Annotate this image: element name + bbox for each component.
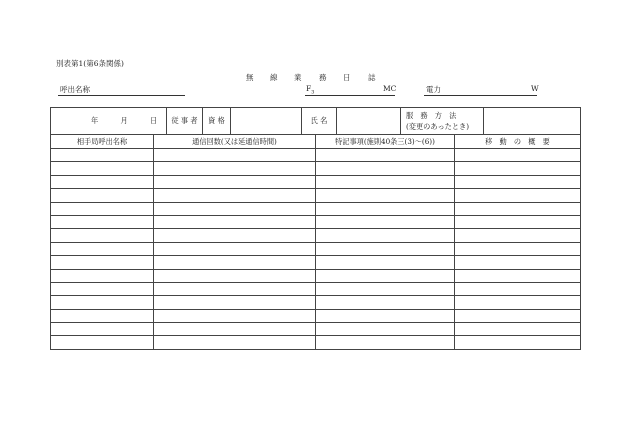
- column-header: 通信回数(又は延通信時間): [154, 135, 316, 149]
- name-value[interactable]: [337, 108, 401, 135]
- callsign-cell[interactable]: [51, 175, 154, 188]
- frequency-subscript: 3: [311, 89, 315, 96]
- log-row: [51, 256, 581, 269]
- log-row: [51, 215, 581, 228]
- movement-cell[interactable]: [455, 189, 581, 202]
- count-cell[interactable]: [154, 202, 316, 215]
- movement-cell[interactable]: [455, 323, 581, 336]
- log-row: [51, 309, 581, 322]
- callsign-cell[interactable]: [51, 215, 154, 228]
- callsign-cell[interactable]: [51, 282, 154, 295]
- movement-cell[interactable]: [455, 149, 581, 162]
- count-cell[interactable]: [154, 189, 316, 202]
- log-row: [51, 175, 581, 188]
- notes-cell[interactable]: [316, 242, 455, 255]
- movement-cell[interactable]: [455, 336, 581, 349]
- log-row: [51, 162, 581, 175]
- notes-cell[interactable]: [316, 296, 455, 309]
- column-header: 相手局呼出名称: [51, 135, 154, 149]
- log-row: [51, 242, 581, 255]
- date-header: [51, 108, 167, 135]
- movement-cell[interactable]: [455, 256, 581, 269]
- title-char: 務: [319, 73, 327, 82]
- notes-cell[interactable]: [316, 256, 455, 269]
- notes-cell[interactable]: [316, 282, 455, 295]
- callsign-cell[interactable]: [51, 149, 154, 162]
- callsign-cell[interactable]: [51, 202, 154, 215]
- count-cell[interactable]: [154, 296, 316, 309]
- callsign-cell[interactable]: [51, 336, 154, 349]
- qualification-value[interactable]: [231, 108, 302, 135]
- notes-cell[interactable]: [316, 336, 455, 349]
- callsign-cell[interactable]: [51, 269, 154, 282]
- movement-cell[interactable]: [455, 309, 581, 322]
- frequency-label: [306, 84, 314, 96]
- log-table: [50, 134, 581, 350]
- log-row: [51, 229, 581, 242]
- header-table: [50, 107, 581, 135]
- log-row: [51, 149, 581, 162]
- callsign-cell[interactable]: [51, 256, 154, 269]
- movement-cell[interactable]: [455, 229, 581, 242]
- notes-cell[interactable]: [316, 229, 455, 242]
- column-header: 移 動 の 概 要: [455, 135, 581, 149]
- count-cell[interactable]: [154, 229, 316, 242]
- count-cell[interactable]: [154, 215, 316, 228]
- notes-cell[interactable]: [316, 269, 455, 282]
- log-row: [51, 202, 581, 215]
- notes-cell[interactable]: [316, 175, 455, 188]
- movement-cell[interactable]: [455, 162, 581, 175]
- station-underline: [58, 95, 185, 96]
- count-cell[interactable]: [154, 323, 316, 336]
- frequency-unit: MC: [383, 84, 397, 93]
- callsign-cell[interactable]: [51, 189, 154, 202]
- movement-cell[interactable]: [455, 175, 581, 188]
- callsign-cell[interactable]: [51, 309, 154, 322]
- notes-cell[interactable]: [316, 323, 455, 336]
- month-label: 月: [120, 116, 128, 125]
- count-cell[interactable]: [154, 162, 316, 175]
- log-row: [51, 269, 581, 282]
- movement-cell[interactable]: [455, 282, 581, 295]
- year-label: 年: [91, 116, 99, 125]
- callsign-cell[interactable]: [51, 162, 154, 175]
- qualification-header: 資 格: [203, 108, 231, 135]
- method-label: 服 務 方 法: [406, 111, 457, 120]
- callsign-cell[interactable]: [51, 323, 154, 336]
- method-value[interactable]: [484, 108, 581, 135]
- title-char: 誌: [368, 73, 376, 82]
- movement-cell[interactable]: [455, 202, 581, 215]
- count-cell[interactable]: [154, 242, 316, 255]
- notes-cell[interactable]: [316, 189, 455, 202]
- movement-cell[interactable]: [455, 215, 581, 228]
- operator-header: 従 事 者: [167, 108, 203, 135]
- frequency-symbol: F: [306, 84, 312, 93]
- log-body: [51, 149, 581, 350]
- count-cell[interactable]: [154, 309, 316, 322]
- count-cell[interactable]: [154, 149, 316, 162]
- power-label: 電力: [426, 85, 441, 94]
- notes-cell[interactable]: [316, 309, 455, 322]
- count-cell[interactable]: [154, 175, 316, 188]
- notes-cell[interactable]: [316, 162, 455, 175]
- count-cell[interactable]: [154, 336, 316, 349]
- power-unit: W: [531, 84, 539, 93]
- title-char: 業: [294, 73, 302, 82]
- log-row: [51, 296, 581, 309]
- title-char: 無: [246, 73, 254, 82]
- log-row: [51, 189, 581, 202]
- column-header: 特記事項(施則40条三(3)～(6)): [316, 135, 455, 149]
- title-char: 日: [343, 73, 351, 82]
- form-reference: 別表第1(第6条関係): [56, 59, 124, 68]
- count-cell[interactable]: [154, 282, 316, 295]
- movement-cell[interactable]: [455, 269, 581, 282]
- column-header-row: [51, 135, 581, 149]
- power-underline: [424, 95, 537, 96]
- log-row: [51, 336, 581, 349]
- log-row: [51, 282, 581, 295]
- count-cell[interactable]: [154, 256, 316, 269]
- count-cell[interactable]: [154, 269, 316, 282]
- station-label: 呼出名称: [60, 85, 90, 94]
- movement-cell[interactable]: [455, 296, 581, 309]
- notes-cell[interactable]: [316, 215, 455, 228]
- notes-cell[interactable]: [316, 149, 455, 162]
- callsign-cell[interactable]: [51, 296, 154, 309]
- title-char: 線: [270, 73, 278, 82]
- log-row: [51, 323, 581, 336]
- movement-cell[interactable]: [455, 242, 581, 255]
- method-header: [401, 108, 484, 135]
- day-label: 日: [150, 116, 158, 125]
- frequency-underline: [305, 95, 395, 96]
- method-note: (変更のあったとき): [406, 122, 470, 131]
- callsign-cell[interactable]: [51, 229, 154, 242]
- notes-cell[interactable]: [316, 202, 455, 215]
- callsign-cell[interactable]: [51, 242, 154, 255]
- name-header: 氏 名: [302, 108, 337, 135]
